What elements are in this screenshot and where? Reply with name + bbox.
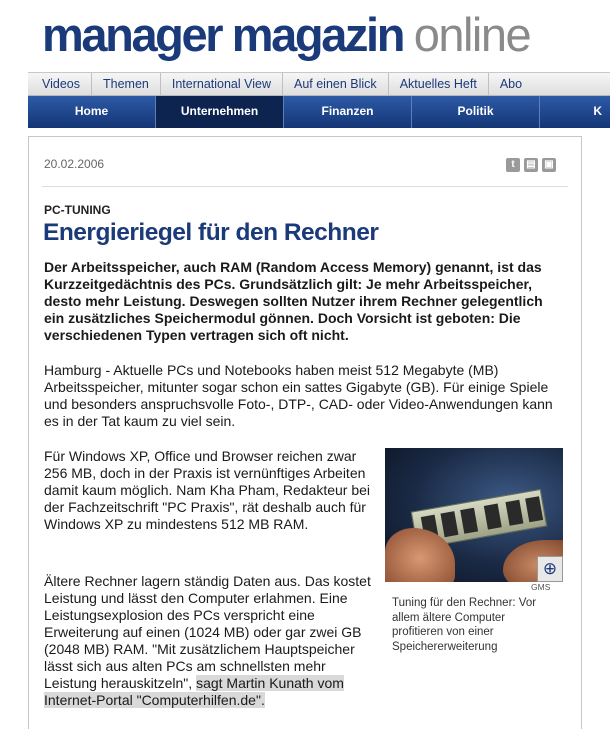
article-kicker: PC-TUNING [44,203,111,217]
print-icon[interactable]: ▤ [524,158,538,172]
twitter-icon[interactable]: t [506,158,520,172]
divider [42,186,568,187]
main-nav-politik[interactable]: Politik [412,96,540,128]
article-lead: Der Arbeitsspeicher, auch RAM (Random Access Memory) genannt, ist das Kurzzeitgedächtnis des PCs. Grundsätzlich gilt: Je mehr Arbeitsspeicher, desto mehr Leistung. Deswegen sollten Nutzer ihrem Rechner gelegentlich ein zusätzliches Speichermodul gönnen. Doch Vorsicht ist geboten: Die verschiedenen Typen vertragen sich oft nicht. [44,259,543,343]
top-nav-auf-einen-blick[interactable]: Auf einen Blick [282,73,388,95]
bookmark-icon[interactable]: ▣ [542,158,556,172]
top-nav-international-view[interactable]: International View [160,73,282,95]
main-nav-home[interactable]: Home [28,96,156,128]
image-credit: GMS [531,582,551,592]
top-nav-videos[interactable]: Videos [42,77,80,91]
article-date: 20.02.2006 [44,157,105,171]
paragraph-3-text: Ältere Rechner lagern ständig Daten aus. Das kostet Leistung und lässt den Computer erlahmen. Eine Leistungsexplosion des PCs verspricht eine Erweiterung auf einen (1024 MB) oder gar zwei GB (2048 MB) RAM. "Mit zusätzlichem Hauptspeicher lässt sich aus alten PCs am schnellsten mehr Leistung herauskitzeln", [44,573,371,691]
article-paragraph-3 [44,573,372,709]
top-nav-themen[interactable]: Themen [91,73,160,95]
top-nav-aktuelles-heft[interactable]: Aktuelles Heft [388,73,488,95]
share-tools [506,158,556,172]
article-headline: Energieriegel für den Rechner [43,219,379,246]
main-nav [28,96,610,128]
logo-suffix: online [413,8,531,61]
site-logo[interactable] [42,6,530,64]
selected-text: sagt Martin Kunath vom Internet-Portal "Computerhilfen.de". [44,675,344,708]
article-paragraph-2: Für Windows XP, Office und Browser reichen zwar 256 MB, doch in der Praxis ist vernünftiges Arbeiten damit kaum möglich. Nam Kha Pham, Redakteur bei der Fachzeitschrift "PC Praxis", rät deshalb auch für Windows XP zu mindestens 512 MB RAM. [44,448,371,532]
main-nav-unternehmen[interactable]: Unternehmen [156,96,284,128]
top-nav-abo[interactable]: Abo [488,73,533,95]
image-caption: Tuning für den Rechner: Vor allem ältere Computer profitieren von einer Speichererweiterung [392,597,537,653]
logo-main: manager magazin [42,8,404,61]
top-nav [28,72,610,96]
masthead [0,0,610,70]
zoom-icon[interactable]: ⊕ [537,556,563,582]
main-nav-k[interactable]: K [593,104,602,118]
main-nav-finanzen[interactable]: Finanzen [284,96,412,128]
article-paragraph-1: Hamburg - Aktuelle PCs und Notebooks haben meist 512 Megabyte (MB) Arbeitsspeicher, mitunter sogar schon ein sattes Gigabyte (GB). Für einige Spiele und besonders anspruchsvolle Foto-, DTP-, CAD- oder Video-Anwendungen kann es in der Tat kaum zu viel sein. [44,362,553,429]
